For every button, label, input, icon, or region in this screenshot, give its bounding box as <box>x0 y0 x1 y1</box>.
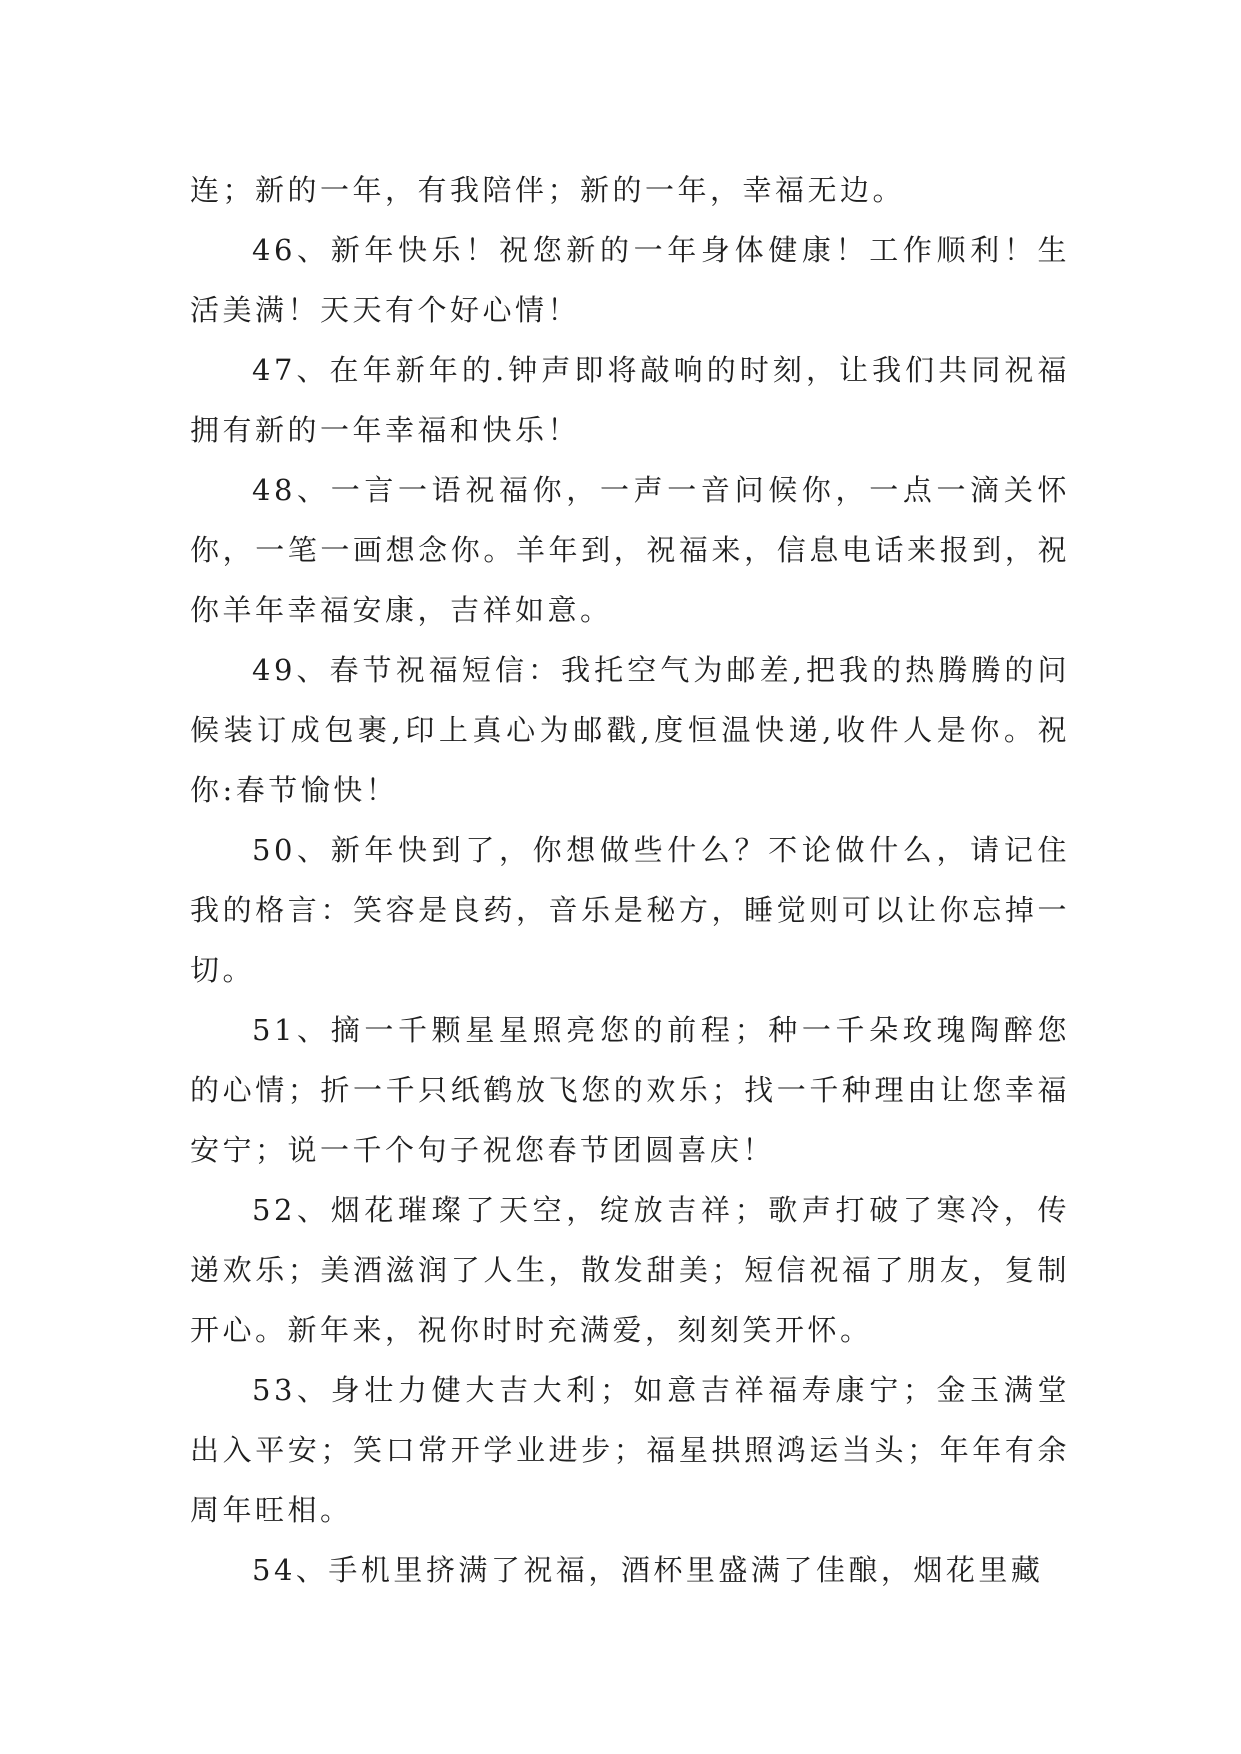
paragraph-47: 47、在年新年的.钟声即将敲响的时刻，让我们共同祝福拥有新的一年幸福和快乐！ <box>190 353 1070 447</box>
paragraph-continuation: 连；新的一年，有我陪伴；新的一年，幸福无边。 <box>190 173 906 207</box>
paragraph-50: 50、新年快到了，你想做些什么？不论做什么，请记住我的格言：笑容是良药，音乐是秘方，睡觉则可以让你忘掉一切。 <box>190 833 1070 987</box>
paragraph-49: 49、春节祝福短信：我托空气为邮差,把我的热腾腾的问候装订成包裹,印上真心为邮戳,度恒温快递,收件人是你。祝你:春节愉快！ <box>190 653 1070 807</box>
paragraph-46: 46、新年快乐！祝您新的一年身体健康！工作顺利！生活美满！天天有个好心情！ <box>190 233 1070 327</box>
paragraph-53: 53、身壮力健大吉大利；如意吉祥福寿康宁；金玉满堂出入平安；笑口常开学业进步；福星拱照鸿运当头；年年有余周年旺相。 <box>190 1373 1070 1527</box>
document-body <box>190 160 1070 1600</box>
paragraph-51: 51、摘一千颗星星照亮您的前程；种一千朵玫瑰陶醉您的心情；折一千只纸鹤放飞您的欢乐；找一千种理由让您幸福安宁；说一千个句子祝您春节团圆喜庆！ <box>190 1013 1070 1167</box>
paragraph-54: 54、手机里挤满了祝福，酒杯里盛满了佳酿，烟花里藏 <box>252 1553 1044 1587</box>
paragraph-48: 48、一言一语祝福你，一声一音问候你，一点一滴关怀你，一笔一画想念你。羊年到，祝福来，信息电话来报到，祝你羊年幸福安康，吉祥如意。 <box>190 473 1070 627</box>
paragraph-52: 52、烟花璀璨了天空，绽放吉祥；歌声打破了寒冷，传递欢乐；美酒滋润了人生，散发甜美；短信祝福了朋友，复制开心。新年来，祝你时时充满爱，刻刻笑开怀。 <box>190 1193 1070 1347</box>
